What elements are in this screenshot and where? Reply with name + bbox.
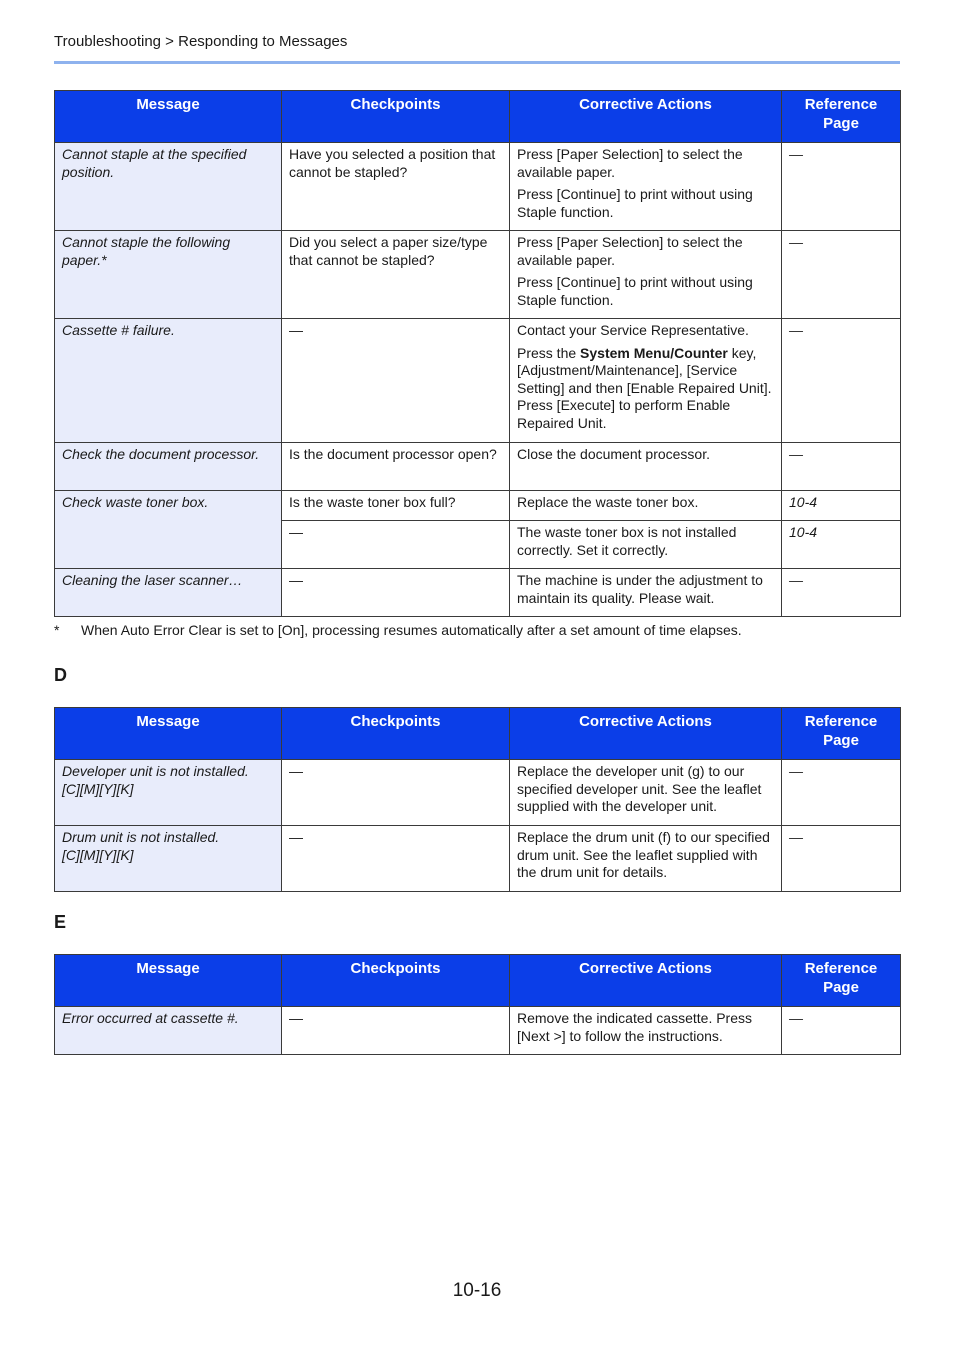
reference-cell: — [782,1007,901,1055]
checkpoint-cell: — [282,1007,510,1055]
message-cell [55,826,282,892]
checkpoint-cell: — [282,521,510,569]
table-header-row [55,91,901,143]
reference-cell: — [782,319,901,443]
message-cell: Cannot staple the following paper.* [55,231,282,319]
action-cell [510,231,782,319]
system-menu-key-label: System Menu/Counter [580,344,728,361]
header-corrective-actions: Corrective Actions [510,91,782,143]
reference-cell: — [782,760,901,826]
action-text: Press [Continue] to print without using Staple function. [517,274,753,308]
header-reference-line1: Reference [804,960,878,977]
table-row [55,491,901,521]
table-row [55,826,901,892]
table-header-row [55,955,901,1007]
checkpoint-cell: — [282,826,510,892]
reference-cell: — [782,443,901,491]
checkpoint-cell: — [282,760,510,826]
message-cell: Cleaning the laser scanner… [55,569,282,617]
message-cell [55,760,282,826]
header-reference-line1: Reference [804,713,878,730]
header-checkpoints: Checkpoints [282,91,510,143]
table-header-row [55,708,901,760]
action-text: Contact your Service Representative. [517,322,749,338]
table-row [55,319,901,443]
footnote [54,622,742,638]
reference-cell: — [782,143,901,231]
header-checkpoints: Checkpoints [282,708,510,760]
message-line: Developer unit is not installed. [62,763,249,779]
checkpoint-cell: Did you select a paper size/type that cannot be stapled? [282,231,510,319]
action-cell: The machine is under the adjustment to maintain its quality. Please wait. [510,569,782,617]
header-reference-page [782,708,901,760]
message-cell: Cannot staple at the specified position. [55,143,282,231]
action-text-part: Press the [517,344,581,361]
checkpoint-cell: Have you selected a position that cannot be stapled? [282,143,510,231]
action-text: Press [Paper Selection] to select the available paper. [517,146,743,180]
message-cell: Check waste toner box. [55,491,282,569]
action-cell: Close the document processor. [510,443,782,491]
header-checkpoints: Checkpoints [282,955,510,1007]
header-reference-line2: Page [823,115,859,132]
table-row [55,569,901,617]
table-row [55,1007,901,1055]
reference-cell: 10-4 [782,491,901,521]
message-cell: Check the document processor. [55,443,282,491]
header-corrective-actions: Corrective Actions [510,955,782,1007]
header-message: Message [55,708,282,760]
header-message: Message [55,91,282,143]
action-cell: Replace the developer unit (g) to our specified developer unit. See the leaflet supplied with the developer unit. [510,760,782,826]
table-row [55,443,901,491]
action-cell [510,319,782,443]
action-cell: Remove the indicated cassette. Press [Next >] to follow the instructions. [510,1007,782,1055]
reference-cell: 10-4 [782,521,901,569]
checkpoint-cell: Is the waste toner box full? [282,491,510,521]
action-text: Press [Paper Selection] to select the available paper. [517,234,743,268]
section-heading-e: E [54,912,67,932]
breadcrumb: Troubleshooting > Responding to Messages [54,33,348,50]
reference-cell: — [782,569,901,617]
message-table-e [54,954,901,1055]
action-text: Press [Continue] to print without using Staple function. [517,186,753,220]
message-table-d [54,707,901,892]
action-cell: Replace the drum unit (f) to our specified drum unit. See the leaflet supplied with the drum unit for details. [510,826,782,892]
header-reference-page [782,91,901,143]
message-line: [C][M][Y][K] [62,780,134,797]
action-cell: The waste toner box is not installed correctly. Set it correctly. [510,521,782,569]
action-text-part: key, [Adjustment/Maintenance], [Service Setting] and then [Enable Repaired Unit]. Press [Execute] to perform Enable Repaired Unit. [517,344,772,431]
header-corrective-actions: Corrective Actions [510,708,782,760]
footnote-mark: * [54,622,60,638]
reference-cell: — [782,231,901,319]
checkpoint-cell: — [282,569,510,617]
section-heading-d: D [54,665,67,685]
message-cell: Cassette # failure. [55,319,282,443]
checkpoint-cell: — [282,319,510,443]
action-cell: Replace the waste toner box. [510,491,782,521]
checkpoint-cell: Is the document processor open? [282,443,510,491]
action-cell [510,143,782,231]
message-line: [C][M][Y][K] [62,846,134,863]
action-text [517,345,774,433]
header-reference-page [782,955,901,1007]
message-table-continued [54,90,901,617]
message-cell: Error occurred at cassette #. [55,1007,282,1055]
reference-cell: — [782,826,901,892]
table-row [55,143,901,231]
page-number: 10-16 [452,1280,502,1301]
header-reference-line2: Page [823,979,859,996]
footnote-text: When Auto Error Clear is set to [On], processing resumes automatically after a set amount of time elapses. [81,622,742,638]
header-reference-line2: Page [823,732,859,749]
table-row [55,231,901,319]
header-message: Message [55,955,282,1007]
header-reference-line1: Reference [804,96,878,113]
message-line: Drum unit is not installed. [62,829,220,845]
header-rule [54,61,900,64]
table-row [55,760,901,826]
